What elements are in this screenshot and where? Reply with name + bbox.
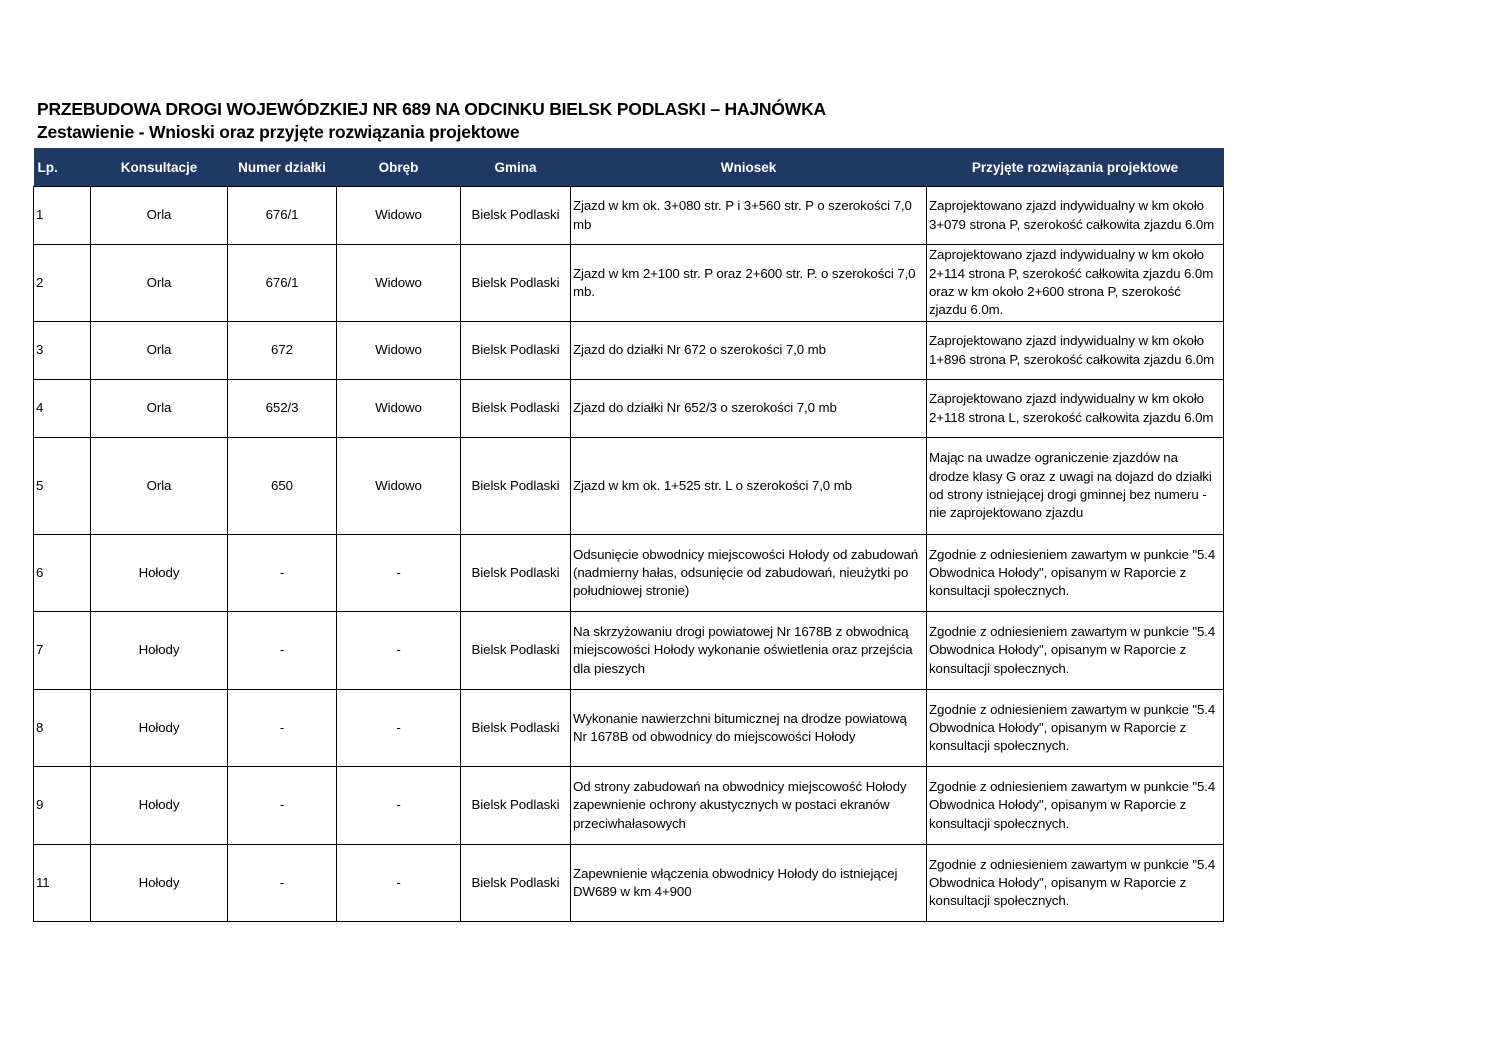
cell-gmina: Bielsk Podlaski (461, 380, 571, 438)
cell-dzialka: 672 (228, 322, 337, 380)
cell-dzialka: - (228, 690, 337, 767)
header-konsultacje: Konsultacje (91, 148, 228, 187)
cell-lp: 4 (34, 380, 91, 438)
cell-wniosek: Odsunięcie obwodnicy miejscowości Hołody od zabudowań (nadmierny hałas, odsunięcie od zabudowań, nieużytki po południowej stronie) (571, 535, 927, 612)
document-header (37, 97, 826, 143)
cell-gmina: Bielsk Podlaski (461, 535, 571, 612)
table-header (34, 148, 1224, 187)
cell-rozwiazanie: Zaprojektowano zjazd indywidualny w km około 3+079 strona P, szerokość całkowita zjazdu 6.0m (927, 187, 1224, 245)
table-row (34, 322, 1224, 380)
table-row (34, 845, 1224, 922)
table-row (34, 438, 1224, 535)
cell-gmina: Bielsk Podlaski (461, 187, 571, 245)
table-row (34, 690, 1224, 767)
cell-gmina: Bielsk Podlaski (461, 690, 571, 767)
cell-obreb: Widowo (337, 187, 461, 245)
proposals-table (33, 148, 1224, 922)
cell-obreb: - (337, 612, 461, 690)
cell-dzialka: 652/3 (228, 380, 337, 438)
cell-dzialka: - (228, 845, 337, 922)
table-row (34, 187, 1224, 245)
cell-obreb: Widowo (337, 438, 461, 535)
table-row (34, 612, 1224, 690)
cell-dzialka: 676/1 (228, 245, 337, 322)
cell-rozwiazanie: Mając na uwadze ograniczenie zjazdów na drodze klasy G oraz z uwagi na dojazd do działki od strony istniejącej drogi gminnej bez numeru - nie zaprojektowano zjazdu (927, 438, 1224, 535)
cell-obreb: - (337, 845, 461, 922)
cell-gmina: Bielsk Podlaski (461, 845, 571, 922)
cell-obreb: - (337, 535, 461, 612)
cell-konsultacje: Orla (91, 187, 228, 245)
table-row (34, 380, 1224, 438)
cell-lp: 9 (34, 767, 91, 845)
cell-konsultacje: Hołody (91, 612, 228, 690)
cell-wniosek: Zjazd do działki Nr 652/3 o szerokości 7,0 mb (571, 380, 927, 438)
cell-obreb: Widowo (337, 322, 461, 380)
cell-konsultacje: Orla (91, 322, 228, 380)
cell-lp: 11 (34, 845, 91, 922)
cell-gmina: Bielsk Podlaski (461, 322, 571, 380)
cell-rozwiazanie: Zaprojektowano zjazd indywidualny w km około 2+118 strona L, szerokość całkowita zjazdu 6.0m (927, 380, 1224, 438)
header-obreb: Obręb (337, 148, 461, 187)
cell-konsultacje: Hołody (91, 535, 228, 612)
cell-gmina: Bielsk Podlaski (461, 767, 571, 845)
cell-dzialka: 676/1 (228, 187, 337, 245)
table-row (34, 245, 1224, 322)
cell-lp: 7 (34, 612, 91, 690)
cell-konsultacje: Orla (91, 245, 228, 322)
cell-wniosek: Zapewnienie włączenia obwodnicy Hołody do istniejącej DW689 w km 4+900 (571, 845, 927, 922)
cell-konsultacje: Orla (91, 438, 228, 535)
cell-wniosek: Od strony zabudowań na obwodnicy miejscowość Hołody zapewnienie ochrony akustycznych w postaci ekranów przeciwhałasowych (571, 767, 927, 845)
table-body (34, 187, 1224, 922)
cell-dzialka: - (228, 535, 337, 612)
cell-konsultacje: Hołody (91, 845, 228, 922)
cell-dzialka: 650 (228, 438, 337, 535)
header-rozwiazania: Przyjęte rozwiązania projektowe (927, 148, 1224, 187)
cell-gmina: Bielsk Podlaski (461, 612, 571, 690)
cell-rozwiazanie: Zgodnie z odniesieniem zawartym w punkcie "5.4 Obwodnica Hołody", opisanym w Raporcie z konsultacji społecznych. (927, 690, 1224, 767)
cell-rozwiazanie: Zgodnie z odniesieniem zawartym w punkcie "5.4 Obwodnica Hołody", opisanym w Raporcie z konsultacji społecznych. (927, 535, 1224, 612)
cell-lp: 3 (34, 322, 91, 380)
cell-obreb: - (337, 690, 461, 767)
document-title: PRZEBUDOWA DROGI WOJEWÓDZKIEJ NR 689 NA ODCINKU BIELSK PODLASKI – HAJNÓWKA (37, 99, 826, 119)
cell-gmina: Bielsk Podlaski (461, 245, 571, 322)
cell-rozwiazanie: Zaprojektowano zjazd indywidualny w km około 2+114 strona P, szerokość całkowita zjazdu 6.0m oraz w km około 2+600 strona P, szerokość zjazdu 6.0m. (927, 245, 1224, 322)
document-subtitle: Zestawienie - Wnioski oraz przyjęte rozwiązania projektowe (37, 122, 520, 142)
cell-obreb: - (337, 767, 461, 845)
cell-wniosek: Zjazd do działki Nr 672 o szerokości 7,0 mb (571, 322, 927, 380)
cell-wniosek: Na skrzyżowaniu drogi powiatowej Nr 1678B z obwodnicą miejscowości Hołody wykonanie oświetlenia oraz przejścia dla pieszych (571, 612, 927, 690)
cell-lp: 6 (34, 535, 91, 612)
cell-wniosek: Zjazd w km ok. 1+525 str. L o szerokości 7,0 mb (571, 438, 927, 535)
header-gmina: Gmina (461, 148, 571, 187)
cell-wniosek: Wykonanie nawierzchni bitumicznej na drodze powiatową Nr 1678B od obwodnicy do miejscowości Hołody (571, 690, 927, 767)
header-numer-dzialki: Numer działki (228, 148, 337, 187)
table-row (34, 535, 1224, 612)
cell-lp: 2 (34, 245, 91, 322)
table-row (34, 767, 1224, 845)
header-wniosek: Wniosek (571, 148, 927, 187)
cell-konsultacje: Orla (91, 380, 228, 438)
cell-rozwiazanie: Zgodnie z odniesieniem zawartym w punkcie "5.4 Obwodnica Hołody", opisanym w Raporcie z konsultacji społecznych. (927, 767, 1224, 845)
cell-lp: 5 (34, 438, 91, 535)
header-row (34, 148, 1224, 187)
cell-rozwiazanie: Zgodnie z odniesieniem zawartym w punkcie "5.4 Obwodnica Hołody", opisanym w Raporcie z konsultacji społecznych. (927, 845, 1224, 922)
cell-obreb: Widowo (337, 245, 461, 322)
cell-wniosek: Zjazd w km ok. 3+080 str. P i 3+560 str. P o szerokości 7,0 mb (571, 187, 927, 245)
cell-lp: 8 (34, 690, 91, 767)
header-lp: Lp. (34, 148, 91, 187)
cell-dzialka: - (228, 767, 337, 845)
cell-wniosek: Zjazd w km 2+100 str. P oraz 2+600 str. P. o szerokości 7,0 mb. (571, 245, 927, 322)
cell-rozwiazanie: Zgodnie z odniesieniem zawartym w punkcie "5.4 Obwodnica Hołody", opisanym w Raporcie z konsultacji społecznych. (927, 612, 1224, 690)
cell-lp: 1 (34, 187, 91, 245)
cell-konsultacje: Hołody (91, 767, 228, 845)
cell-rozwiazanie: Zaprojektowano zjazd indywidualny w km około 1+896 strona P, szerokość całkowita zjazdu 6.0m (927, 322, 1224, 380)
cell-dzialka: - (228, 612, 337, 690)
cell-gmina: Bielsk Podlaski (461, 438, 571, 535)
cell-konsultacje: Hołody (91, 690, 228, 767)
cell-obreb: Widowo (337, 380, 461, 438)
